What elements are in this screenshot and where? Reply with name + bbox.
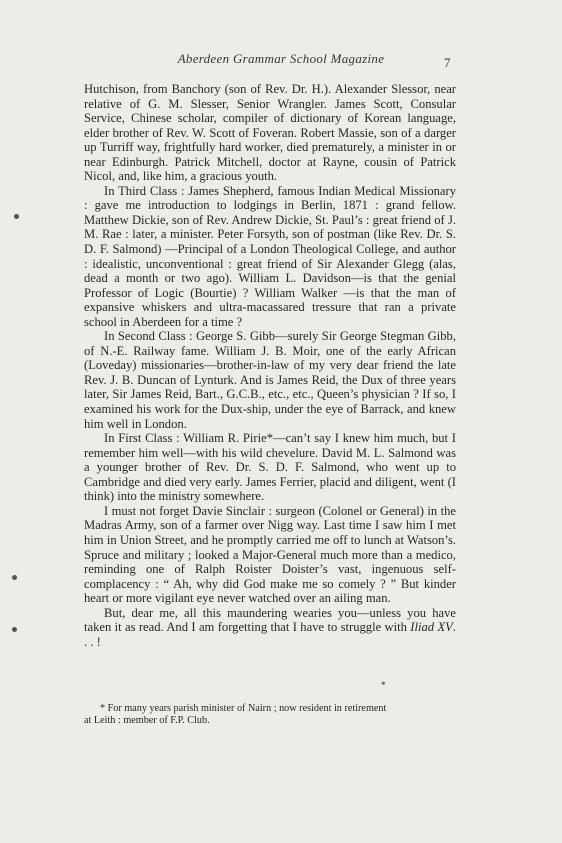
body-text [84,82,456,649]
margin-mark [12,627,17,632]
paragraph-davie-sinclair: I must not forget Davie Sinclair : surgeon (Colonel or General) in the Madras Army, son of a farmer over Nigg way. Last time I saw him I met him in Union Street, and he promptly carried me off to lunch at Watson’s. Spruce and military ; looked a Major-General much more than a medico, reminding one of Ralph Roister Doister’s vast, ingenuous self-complacency : “ Ah, why did God make me so comely ? ” But kinder heart or more vigilant eye never watched over an ailing man. [84,503,456,606]
footnote-line-1: * For many years parish minister of Nairn ; now resident in retirement [100,703,387,714]
margin-mark [14,214,19,219]
stray-asterisk: * [381,680,386,690]
closing-italic-title: Iliad XV [410,620,453,635]
paragraph-closing [84,606,456,650]
closing-tail: . . . ! [84,620,456,649]
paragraph-continuation: Hutchison, from Banchory (son of Rev. Dr. H.). Alexander Slessor, near relative of G. M. Slesser, Senior Wrangler. James Scott, Consular Service, Chinese scholar, compiler of dictionary of Korean language, elder brother of Rev. W. Scott of Foveran. Robert Massie, son of a darger up Turriff way, frightfully hard worker, died prematurely, a minister in or near Edinburgh. Patrick Mitchell, doctor at Rayne, cousin of Patrick Nicol, and, like him, a gracious youth. [84,82,456,184]
paragraph-first-class: In First Class : William R. Pirie*—can’t say I knew him much, but I remember him well—with his wild chevelure. David M. L. Salmond was a younger brother of Rev. Dr. S. D. F. Salmond, who went up to Cambridge and died very early. James Ferrier, placid and diligent, went (I think) into the ministry somewhere. [84,431,456,504]
paragraph-third-class: In Third Class : James Shepherd, famous Indian Medical Missionary : gave me introduction to lodgings in Berlin, 1871 : grand fellow. Matthew Dickie, son of Rev. Andrew Dickie, St. Paul’s : great friend of J. M. Rae : later, a minister. Peter Forsyth, son of postman (like Rev. Dr. S. D. F. Salmond) —Principal of a London Theological College, and author : idealistic, unconventional : great friend of Sir Alexander Glegg (alas, dead a month or two ago). William L. Davidson—is that the genial Professor of Logic (Bourtie) ? William Walker —is that the man of expansive whiskers and ultra-macassared tressure that ran a private school in Aberdeen for a time ? [84,183,456,329]
closing-text: But, dear me, all this maundering wearies you—unless you have taken it as read. And I am forgetting that I have to struggle with [84,605,456,635]
footnote-line-2: at Leith : member of F.P. Club. [84,715,210,727]
margin-mark [12,575,17,580]
running-title: Aberdeen Grammar School Magazine [177,51,385,66]
page-number: 7 [444,55,451,70]
footnote [84,703,456,728]
paragraph-second-class: In Second Class : George S. Gibb—surely Sir George Stegman Gibb, of N.-E. Railway fame. William J. B. Moir, one of the early African (Loveday) missionaries—brother-in-law of my very dear friend the late Rev. J. B. Duncan of Lynturk. And is James Reid, the Dux of three years later, Sir James Reid, Bart., G.C.B., etc., etc., Queen’s physician ? If so, I examined his work for the Dux-ship, under the eye of Barrack, and knew him well in London. [84,329,456,431]
